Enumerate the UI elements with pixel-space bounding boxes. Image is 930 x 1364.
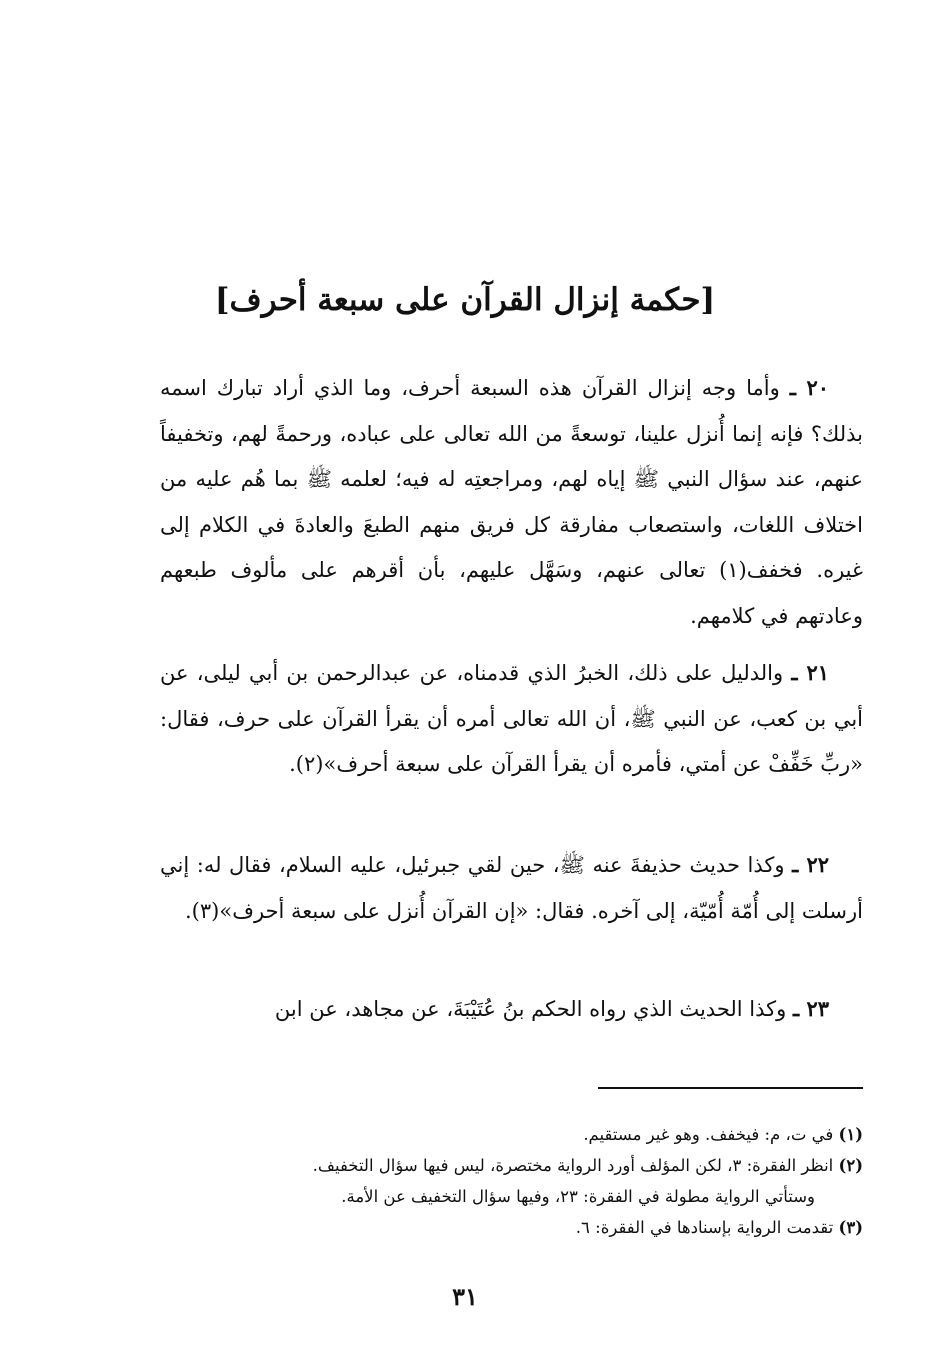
paragraph-text: وكذا حديث حذيفةَ عنه ﷺ، حين لقي جبرئيل، عليه السلام، فقال له: إني أرسلت إلى أُمّة أُمّيّة، إلى آخره. فقال: «إن القرآن أُنزل على سبعة أحرف»(٣). (160, 853, 863, 923)
paragraph-text: وأما وجه إنزال القرآن هذه السبعة أحرف، وما الذي أراد تبارك اسمه بذلك؟ فإنه إنما أُنزل علينا، توسعةً من الله تعالى على عباده، ورحمةً لهم، وتخفيفاً عنهم، عند سؤال النبي ﷺ إياه لهم، ومراجعتِه له فيه؛ لعلمه ﷺ بما هُم عليه من اختلاف اللغات، واستصعاب مفارقة كل فريق منهم الطبعَ والعادةَ في الكلام إلى غيره. فخفف(١) تعالى عنهم، وسَهَّل عليهم، بأن أقرهم على مألوف طبعهم وعادتهم في كلامهم. (160, 376, 863, 628)
footnote-number: (٣) (838, 1218, 863, 1237)
paragraph-text: والدليل على ذلك، الخبرُ الذي قدمناه، عن عبدالرحمن بن أبي ليلى، عن أبي بن كعب، عن النبي ﷺ، أن الله تعالى أمره أن يقرأ القرآن على حرف، فقال: «ربِّ خَفِّفْ عن أمتي، فأمره أن يقرأ القرآن على سبعة أحرف»(٢). (160, 661, 863, 776)
paragraph-number: ٢١ ـ (791, 660, 829, 685)
footnote-number: (٢) (838, 1156, 863, 1175)
page-number: ٣١ (452, 1282, 478, 1311)
footnote-2 (160, 1150, 863, 1181)
paragraph-text: وكذا الحديث الذي رواه الحكم بنُ عُتَيْبَةَ، عن مجاهد، عن ابن (274, 997, 787, 1021)
footnote-text: وستأتي الرواية مطولة في الفقرة: ٢٣، وفيها سؤال التخفيف عن الأمة. (341, 1187, 815, 1206)
paragraph-21 (160, 650, 863, 788)
paragraph-23 (160, 986, 863, 1033)
footnote-text: تقدمت الرواية بإسنادها في الفقرة: ٦. (575, 1218, 834, 1237)
footnote-text: انظر الفقرة: ٣، لكن المؤلف أورد الرواية مختصرة، ليس فيها سؤال التخفيف. (312, 1156, 834, 1175)
paragraph-22 (160, 842, 863, 934)
paragraph-20 (160, 365, 863, 639)
footnotes (160, 1119, 863, 1243)
section-title: [حكمة إنزال القرآن على سبعة أحرف] (214, 282, 716, 318)
paragraph-number: ٢٠ ـ (789, 375, 830, 400)
footnote-3 (160, 1212, 863, 1243)
paragraph-number: ٢٣ ـ (792, 996, 829, 1021)
footnote-number: (١) (838, 1125, 863, 1144)
footnote-divider (598, 1087, 863, 1089)
footnote-1 (160, 1119, 863, 1150)
paragraph-number: ٢٢ ـ (792, 852, 829, 877)
footnote-text: في ت، م: فيخفف. وهو غير مستقيم. (583, 1125, 834, 1144)
footnote-2-continuation (160, 1181, 863, 1212)
